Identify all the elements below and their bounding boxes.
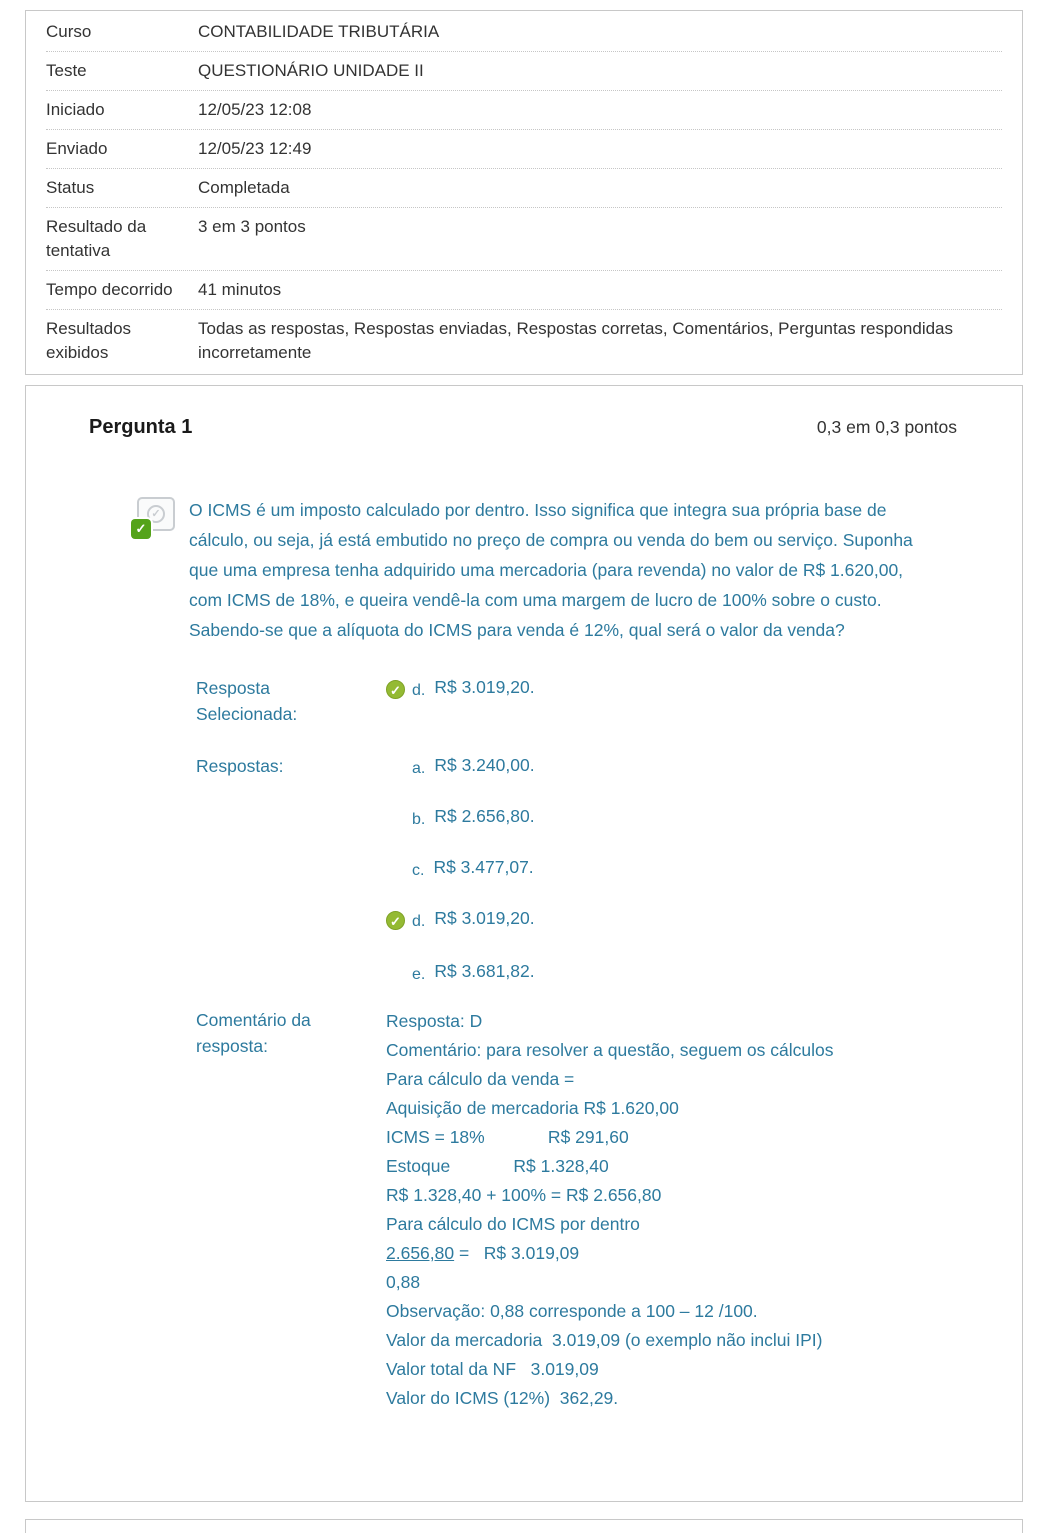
summary-value: 3 em 3 pontos <box>198 217 306 236</box>
summary-label: Status <box>46 178 95 197</box>
fraction-denominator: 0,88 <box>386 1272 421 1292</box>
answer-text: R$ 3.681,82. <box>434 961 535 981</box>
correct-check-icon: ✓ <box>386 680 405 699</box>
answer-text: R$ 3.019,20. <box>434 677 535 697</box>
summary-value: Completada <box>198 178 290 197</box>
summary-value: 12/05/23 12:49 <box>198 139 312 158</box>
fraction-result: = R$ 3.019,09 <box>454 1243 580 1263</box>
comment-line: Estoque R$ 1.328,40 <box>386 1156 609 1176</box>
answer-option <box>386 753 535 777</box>
summary-label: Iniciado <box>46 100 105 119</box>
comment-line: Comentário: para resolver a questão, seguem os cálculos <box>386 1040 834 1060</box>
answers-list <box>386 753 535 983</box>
selected-answer <box>386 675 535 727</box>
comment-line: R$ 1.328,40 + 100% = R$ 2.656,80 <box>386 1185 662 1205</box>
question-title: Pergunta 1 <box>89 416 193 438</box>
summary-label: Resultado da tentativa <box>46 217 147 260</box>
comment-line: Valor total da NF 3.019,09 <box>386 1359 599 1379</box>
summary-label: Curso <box>46 22 92 41</box>
answer-text: R$ 2.656,80. <box>434 806 535 826</box>
summary-row <box>46 130 1002 169</box>
circle-check-icon: ✓ <box>147 505 165 523</box>
comment-row <box>89 1007 957 1413</box>
answers-label: Respostas: <box>196 756 284 776</box>
summary-row <box>46 91 1002 130</box>
answer-letter: d. <box>412 682 426 699</box>
comment-line: Resposta: D <box>386 1011 483 1031</box>
answer-option <box>386 959 535 983</box>
answer-letter: b. <box>412 811 426 828</box>
check-slot <box>386 906 412 932</box>
comment-line: ICMS = 18% R$ 291,60 <box>386 1127 629 1147</box>
answer-letter: a. <box>412 760 426 777</box>
summary-label: Resultados exibidos <box>46 319 132 362</box>
answer-option <box>386 855 535 879</box>
summary-row <box>46 169 1002 208</box>
comment-line: Observação: 0,88 corresponde a 100 – 12 /100. <box>386 1301 758 1321</box>
summary-value: Todas as respostas, Respostas enviadas, Respostas corretas, Comentários, Perguntas respondidas incorretamente <box>198 319 954 362</box>
next-question-panel-edge <box>25 1519 1023 1533</box>
attempt-summary-panel <box>25 10 1023 375</box>
comment-fraction-line <box>386 1239 833 1268</box>
summary-value: QUESTIONÁRIO UNIDADE II <box>198 61 424 80</box>
question-body <box>89 495 957 645</box>
question-header <box>89 416 957 439</box>
summary-row <box>46 208 1002 271</box>
correct-badge-icon: ✓ <box>131 519 151 539</box>
summary-row <box>46 52 1002 91</box>
summary-row <box>46 13 1002 52</box>
answer-text: R$ 3.019,20. <box>434 908 535 928</box>
summary-value: CONTABILIDADE TRIBUTÁRIA <box>198 22 440 41</box>
question-graded-icon <box>131 497 175 541</box>
answer-letter: e. <box>412 966 426 983</box>
question-points: 0,3 em 0,3 pontos <box>816 417 957 437</box>
summary-label: Teste <box>46 61 87 80</box>
answer-letter: d. <box>412 913 426 930</box>
summary-row <box>46 310 1002 372</box>
comment-text <box>386 1007 833 1413</box>
selected-answer-row <box>89 675 957 727</box>
summary-value: 12/05/23 12:08 <box>198 100 312 119</box>
fraction-numerator: 2.656,80 <box>386 1243 455 1263</box>
answer-text: R$ 3.240,00. <box>434 755 535 775</box>
correct-check-icon: ✓ <box>386 911 405 930</box>
summary-label: Enviado <box>46 139 108 158</box>
selected-answer-label: Resposta Selecionada: <box>196 678 298 724</box>
check-slot <box>386 855 412 857</box>
comment-line: Valor da mercadoria 3.019,09 (o exemplo não inclui IPI) <box>386 1330 823 1350</box>
comment-line: Valor do ICMS (12%) 362,29. <box>386 1388 619 1408</box>
comment-line: Aquisição de mercadoria R$ 1.620,00 <box>386 1098 679 1118</box>
question-text: O ICMS é um imposto calculado por dentro. Isso significa que integra sua própria base de cálculo, ou seja, já está embutido no preço de compra ou venda do bem ou serviço. Suponha que uma empresa tenha adquirido uma mercadoria (para revenda) no valor de R$ 1.620,00, com ICMS de 18%, e queira vendê-la com uma margem de lucro de 100% sobre o custo. Sabendo-se que a alíquota do ICMS para venda é 12%, qual será o valor da venda? <box>189 500 913 640</box>
question-1-panel <box>25 385 1023 1502</box>
comment-label: Comentário da resposta: <box>196 1010 311 1056</box>
answers-row <box>89 753 957 983</box>
summary-row <box>46 271 1002 310</box>
answer-option <box>386 804 535 828</box>
check-slot <box>386 675 412 701</box>
check-slot <box>386 753 412 755</box>
answer-text: R$ 3.477,07. <box>433 857 534 877</box>
check-slot <box>386 804 412 806</box>
summary-label: Tempo decorrido <box>46 280 173 299</box>
comment-line: Para cálculo da venda = <box>386 1069 575 1089</box>
answer-letter: c. <box>412 862 425 879</box>
check-slot <box>386 959 412 961</box>
comment-line: Para cálculo do ICMS por dentro <box>386 1214 640 1234</box>
answer-option-correct <box>386 906 535 932</box>
summary-value: 41 minutos <box>198 280 282 299</box>
